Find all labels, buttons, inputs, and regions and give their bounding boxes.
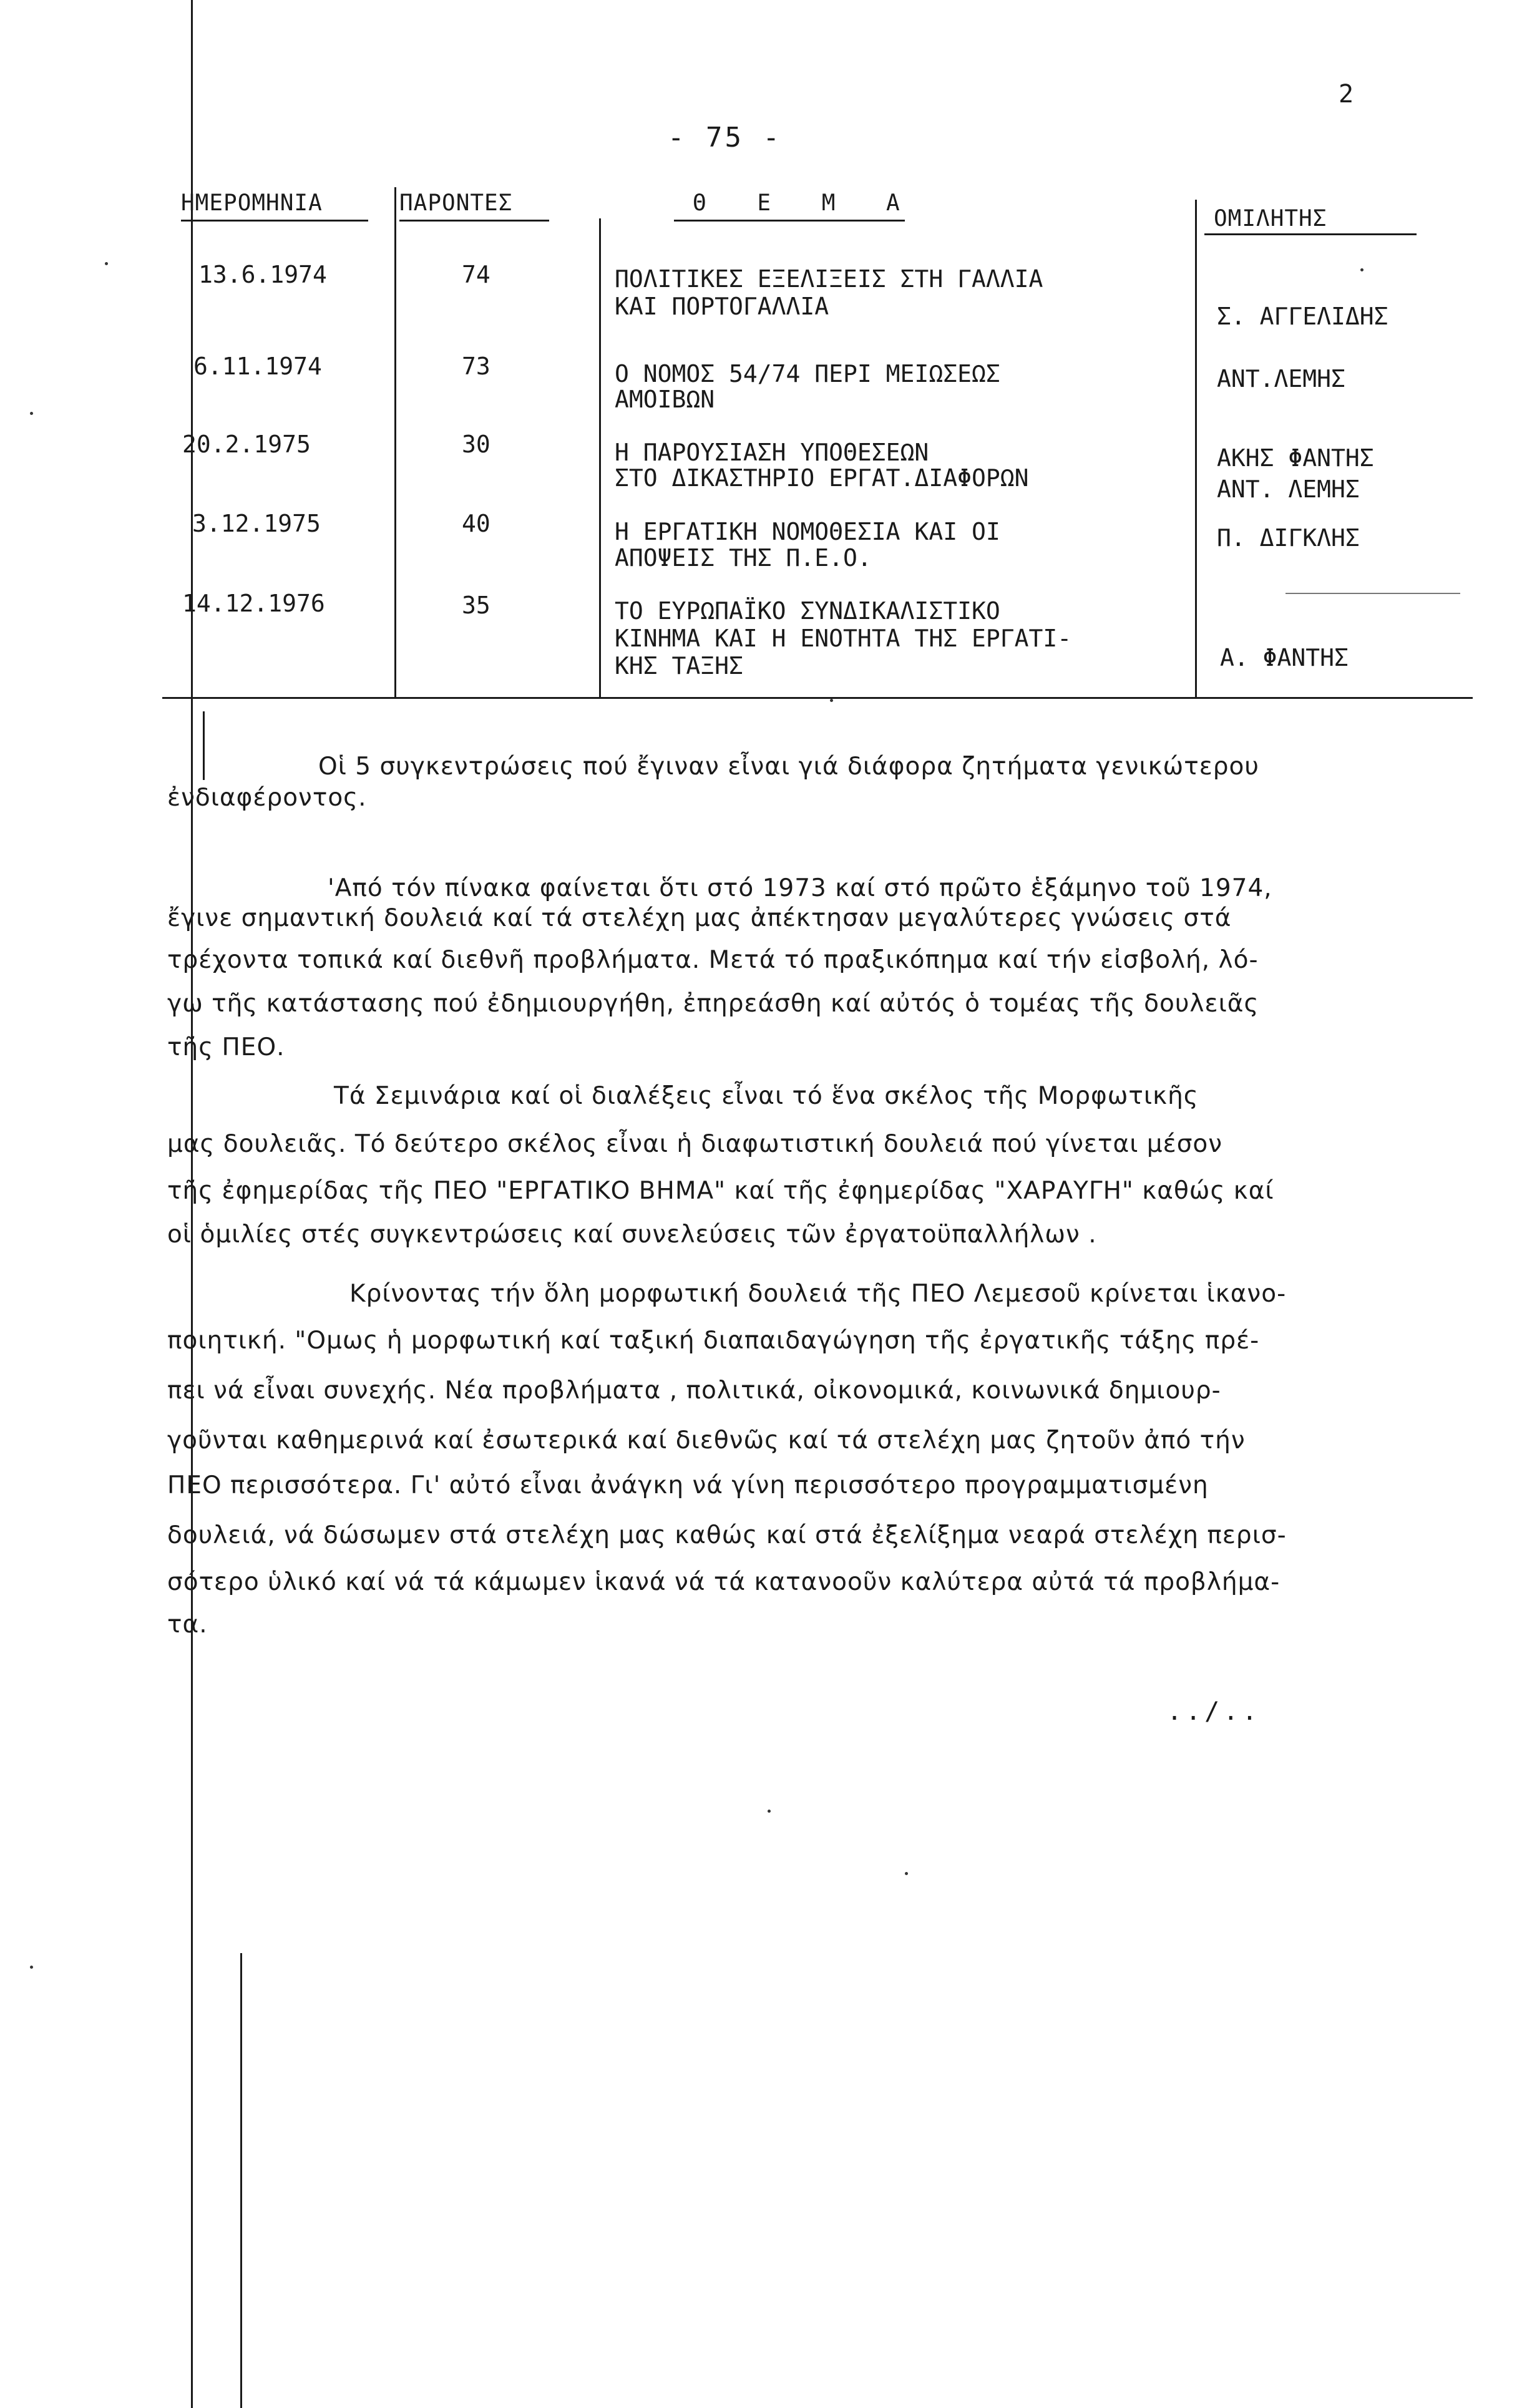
table-row-4-topic-1: Η ΕΡΓΑΤΙΚΗ ΝΟΜΟΘΕΣΙΑ ΚΑΙ ΟΙ	[615, 518, 1000, 545]
header-topic-underline	[674, 220, 905, 222]
paragraph-3-line-3: τῆς ἐφημερίδας τῆς ΠΕΟ "ΕΡΓΑΤΙΚΟ ΒΗΜΑ" καί τῆς ἐφημερίδας "ΧΑΡΑΥΓΗ" καθώς καί	[167, 1177, 1274, 1205]
paragraph-3-line-2: μας δουλειᾶς. Τό δεύτερο σκέλος εἶναι ἡ διαφωτιστική δουλειά πού γίνεται μέσον	[167, 1130, 1223, 1158]
scan-speck	[1360, 268, 1364, 271]
table-row-5-speaker: Α. ΦΑΝΤΗΣ	[1220, 644, 1349, 671]
header-topic: Θ Ε Μ Α	[693, 190, 919, 216]
table-row-4-topic-2: ΑΠΟΨΕΙΣ ΤΗΣ Π.Ε.Ο.	[615, 544, 872, 572]
table-row-2-date: 6.11.1974	[193, 353, 322, 380]
table-row-3-date: 20.2.1975	[182, 431, 311, 458]
table-row-5-date: 14.12.1976	[182, 590, 325, 617]
margin-line-2	[240, 1953, 242, 2408]
paragraph-2-line-2: ἔγινε σημαντική δουλειά καί τά στελέχη μας ἀπέκτησαν μεγαλύτερες γνώσεις στά	[167, 904, 1232, 932]
table-row-3-present: 30	[462, 431, 490, 458]
header-date: ΗΜΕΡΟΜΗΝΙΑ	[181, 190, 323, 216]
paragraph-2-line-5: τῆς ΠΕΟ.	[167, 1033, 285, 1061]
paragraph-1-line-2: ἐνδιαφέροντος.	[167, 784, 367, 812]
header-date-underline	[181, 220, 368, 222]
table-row-2-topic-1: Ο ΝΟΜΟΣ 54/74 ΠΕΡΙ ΜΕΙΩΣΕΩΣ	[615, 360, 1000, 388]
table-bottom-rule	[162, 697, 1473, 699]
table-row-3-topic-2: ΣΤΟ ΔΙΚΑΣΤΗΡΙΟ ΕΡΓΑΤ.ΔΙΑΦΟΡΩΝ	[615, 464, 1029, 492]
table-row-4-present: 40	[462, 510, 490, 537]
table-row-1-topic-1: ΠΟΛΙΤΙΚΕΣ ΕΞΕΛΙΞΕΙΣ ΣΤΗ ΓΑΛΛΙΑ	[615, 265, 1043, 293]
table-col-rule-2	[599, 218, 601, 699]
header-speaker-underline	[1204, 233, 1417, 235]
scan-speck	[830, 699, 833, 702]
table-row-1-topic-2: ΚΑΙ ΠΟΡΤΟΓΑΛΛΙΑ	[615, 293, 829, 320]
table-row-4-date: 3.12.1975	[192, 510, 321, 537]
margin-line-3	[203, 711, 205, 780]
scan-speck	[30, 1966, 33, 1969]
continuation-mark: ../..	[1167, 1697, 1261, 1726]
paragraph-4-line-6: δουλειά, νά δώσωμεν στά στελέχη μας καθώς καί στά ἐξελίξημα νεαρά στελέχη περισ-	[167, 1521, 1287, 1549]
paragraph-4-line-8: τα.	[167, 1611, 208, 1639]
folio-number: - 75 -	[668, 122, 782, 154]
table-row-2-present: 73	[462, 353, 490, 380]
paragraph-1-line-1: Οἱ 5 συγκεντρώσεις πού ἔγιναν εἶναι γιά διάφορα ζητήματα γενικώτερου	[318, 753, 1259, 781]
table-row-5-topic-2: ΚΙΝΗΜΑ ΚΑΙ Η ΕΝΟΤΗΤΑ ΤΗΣ ΕΡΓΑΤΙ-	[615, 625, 1072, 652]
scan-speck	[905, 1872, 908, 1875]
table-row-5-present: 35	[462, 592, 490, 619]
table-col-rule-1	[394, 187, 396, 699]
paragraph-3-line-4: οἱ ὁμιλίες στές συγκεντρώσεις καί συνελεύσεις τῶν ἐργατοϋπαλλήλων .	[167, 1221, 1097, 1249]
table-row-3-topic-1: Η ΠΑΡΟΥΣΙΑΣΗ ΥΠΟΘΕΣΕΩΝ	[615, 439, 929, 466]
paragraph-4-line-7: σότερο ὑλικό καί νά τά κάμωμεν ἱκανά νά τά κατανοοῦν καλύτερα αὐτά τά προβλήμα-	[167, 1568, 1281, 1596]
header-present: ΠΑΡΟΝΤΕΣ	[399, 190, 513, 216]
table-row-5-topic-1: ΤΟ ΕΥΡΩΠΑΪΚΟ ΣΥΝΔΙΚΑΛΙΣΤΙΚΟ	[615, 597, 1000, 625]
paragraph-2-line-4: γω τῆς κατάστασης πού ἐδημιουργήθη, ἐπηρεάσθη καί αὐτός ὁ τομέας τῆς δουλειᾶς	[167, 990, 1259, 1018]
paragraph-4-line-2: ποιητική. "Ομως ἡ μορφωτική καί ταξική διαπαιδαγώγηση τῆς ἐργατικῆς τάξης πρέ-	[167, 1327, 1260, 1355]
paragraph-4-line-3: πει νά εἶναι συνεχής. Νέα προβλήματα , πολιτικά, οἰκονομικά, κοινωνικά δημιουρ-	[167, 1377, 1221, 1405]
paragraph-4-line-4: γοῦνται καθημερινά καί ἐσωτερικά καί διεθνῶς καί τά στελέχη μας ζητοῦν ἀπό τήν	[167, 1426, 1246, 1455]
header-present-underline	[399, 220, 549, 222]
paragraph-3-line-1: Τά Σεμινάρια καί οἱ διαλέξεις εἶναι τό ἕνα σκέλος τῆς Μορφωτικῆς	[334, 1082, 1199, 1110]
scan-speck	[768, 1810, 771, 1813]
table-row-1-present: 74	[462, 261, 490, 288]
paragraph-2-line-3: τρέχοντα τοπικά καί διεθνῆ προβλήματα. Μετά τό πραξικόπημα καί τήν εἰσβολή, λό-	[167, 946, 1259, 974]
paragraph-4-line-1: Κρίνοντας τήν ὅλη μορφωτική δουλειά τῆς ΠΕΟ Λεμεσοῦ κρίνεται ἱκανο-	[349, 1280, 1287, 1308]
table-row-2-speaker: ΑΝΤ.ΛΕΜΗΣ	[1217, 365, 1345, 392]
paragraph-2-line-1: 'Από τόν πίνακα φαίνεται ὅτι στό 1973 καί στό πρῶτο ἑξάμηνο τοῦ 1974,	[328, 874, 1272, 902]
table-row-2-topic-2: ΑΜΟΙΒΩΝ	[615, 386, 715, 413]
table-row-1-speaker: Σ. ΑΓΓΕΛΙΔΗΣ	[1217, 303, 1388, 330]
page-number-top: 2	[1339, 80, 1354, 109]
table-row-5-topic-3: ΚΗΣ ΤΑΞΗΣ	[615, 652, 743, 680]
table-dash-rule	[1286, 593, 1460, 594]
header-speaker: ΟΜΙΛΗΤΗΣ	[1214, 206, 1327, 232]
scan-speck	[105, 262, 108, 265]
table-row-3-speaker-2: ΑΝΤ. ΛΕΜΗΣ	[1217, 475, 1360, 503]
table-col-rule-3	[1195, 200, 1197, 699]
scan-speck	[30, 412, 33, 415]
paragraph-4-line-5: ΠΕΟ περισσότερα. Γι' αὐτό εἶναι ἀνάγκη νά γίνη περισσότερο προγραμματισμένη	[167, 1471, 1209, 1499]
table-row-4-speaker: Π. ΔΙΓΚΛΗΣ	[1217, 524, 1360, 552]
table-row-3-speaker-1: ΑΚΗΣ ΦΑΝΤΗΣ	[1217, 444, 1374, 472]
table-row-1-date: 13.6.1974	[198, 261, 327, 288]
